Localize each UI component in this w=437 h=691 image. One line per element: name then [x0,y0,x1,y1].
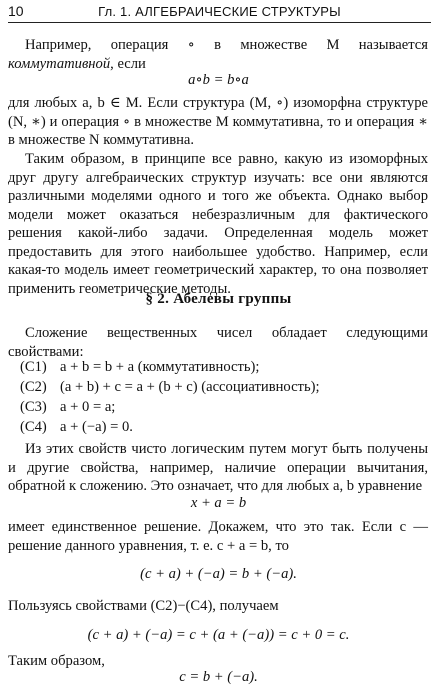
paragraph-text: Например, операция ∘ в множестве M называется [25,37,428,53]
property-formula: (a + b) + c = a + (b + c) (ассоциативность); [60,379,320,395]
equation-text: a∘b = b∘a [188,72,249,88]
equation-add-inverse [0,565,437,584]
equation-text: c = b + (−a). [179,669,258,685]
paragraph-thus: Таким образом, [8,653,105,669]
property-label: (C2) [20,379,47,395]
equation-solution [0,668,437,687]
property-c2 [20,378,320,397]
equation-text: x + a = b [190,495,247,511]
property-c1 [20,358,259,377]
paragraph-text-tail: , если [110,55,146,72]
property-label: (C3) [20,399,47,415]
page-number: 10 [8,3,24,19]
equation-linear [0,494,437,513]
paragraph-subtraction: Из этих свойств чисто логическим путем могут быть получены и другие свойства, например, наличие операции вычитания, обратной к сложению. Это означает, что для любых a, b уравнение [8,441,428,494]
defined-term: коммутативной [8,55,111,72]
paragraph-commutative-definition [8,36,428,73]
paragraph-unique-solution: имеет единственное решение. Докажем, что это так. Если c — решение данного уравнения, т. е. c + a = b, то [8,519,428,554]
property-formula: a + (−a) = 0. [60,419,133,435]
equation-text: (c + a) + (−a) = c + (a + (−a)) = c + 0 = c. [87,627,350,643]
running-title: Гл. 1. АЛГЕБРАИЧЕСКИЕ СТРУКТУРЫ [98,4,341,19]
property-c4 [20,418,133,437]
running-header [8,2,431,23]
section-title: § 2. Абелевы группы [145,291,292,307]
property-formula: a + b = b + a (коммутативность); [60,359,260,375]
paragraph-using-properties: Пользуясь свойствами (C2)−(C4), получаем [8,598,279,614]
paragraph-isomorphism: для любых a, b ∈ M. Если структура (M, ∘) изоморфна структуре (N, ∗) и операция ∘ в множестве M коммутативна, то и операция ∗ в множестве N коммутативна. [8,95,428,148]
equation-derivation [0,626,437,645]
property-formula: a + 0 = a; [60,399,116,415]
property-label: (C4) [20,419,47,435]
property-label: (C1) [20,359,47,375]
property-c3 [20,398,115,417]
equation-commutativity [0,71,437,90]
equation-text: (c + a) + (−a) = b + (−a). [140,566,297,582]
paragraph-properties-intro: Сложение вещественных чисел обладает следующими свойствами: [8,325,428,360]
paragraph-models: Таким образом, в принципе все равно, какую из изоморфных друг другу алгебраических структур изучать: все они являются различными моделями одного и того же объекта. Однако выбор модели может оказаться небезразличным для фактического решения какой-либо задачи. Определенная модель может предоставить для этого наибольшее удобство. Например, если какая-то модель имеет геометрический характер, то она позволяет применить геометрические методы. [8,151,428,297]
